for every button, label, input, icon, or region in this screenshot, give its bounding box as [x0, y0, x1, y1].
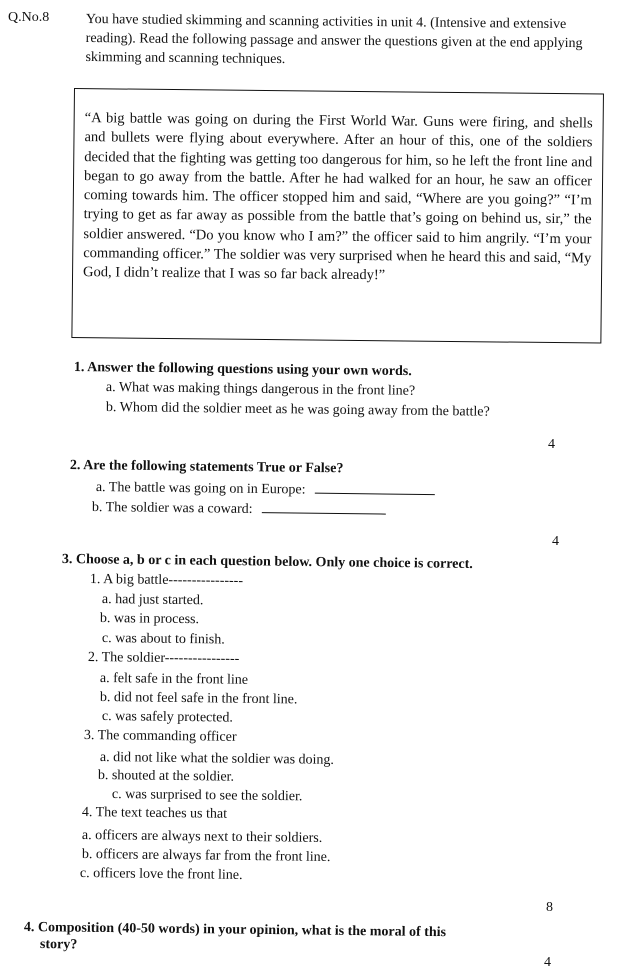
q2-marks: 4	[552, 534, 559, 549]
q1-item-b: b. Whom did the soldier meet as he was going away from the battle?	[105, 400, 490, 420]
q3-stem-1: 1. A big battle----------------	[89, 572, 244, 589]
passage-box	[71, 88, 604, 344]
q2-heading: 2. Are the following statements True or False?	[69, 458, 344, 477]
passage-text: “A big battle was going on during the First World War. Guns were firing, and shells and bullets were flying about everywhere. After an hour of this, one of the soldiers decided that the fighting was getting too dangerous for him, so he left the front line and began to go away from the battle. After he had walked for an hour, he saw an officer coming towards him. The officer stopped him and said, “Where are you going?” “I’m trying to get as far away as possible from the battle that’s going on behind us, sir,” the soldier answered. “Do you know who I am?” the officer said to him angrily. “I’m your commanding officer.” The soldier was very surprised when he heard this and said, “My God, I didn’t realize that I was so far back already!”	[82, 110, 593, 284]
q3-marks: 8	[546, 900, 553, 915]
q4-heading: 4. Composition (40-50 words) in your opinion, what is the moral of this	[23, 920, 447, 941]
q4-marks: 4	[544, 955, 551, 970]
q1-marks: 4	[548, 437, 555, 452]
q3-2-option-b[interactable]: b. did not feel safe in the front line.	[99, 690, 298, 708]
q2-item-b-row	[92, 498, 386, 520]
q3-1-option-a[interactable]: a. had just started.	[101, 592, 204, 609]
q1-item-a: a. What was making things dangerous in the front line?	[105, 380, 416, 399]
q3-4-option-c[interactable]: c. officers love the front line.	[79, 866, 243, 883]
q3-3-option-a[interactable]: a. did not like what the soldier was doing.	[99, 750, 335, 768]
q3-1-option-b[interactable]: b. was in process.	[99, 611, 200, 628]
q3-4-option-b[interactable]: b. officers are always far from the front line.	[81, 847, 331, 866]
q3-3-option-c[interactable]: c. was surprised to see the soldier.	[111, 787, 303, 805]
q3-2-option-a[interactable]: a. felt safe in the front line	[99, 671, 249, 688]
q2-item-a-row	[96, 478, 435, 500]
q3-stem-4: 4. The text teaches us that	[81, 805, 228, 822]
q3-3-option-b[interactable]: b. shouted at the soldier.	[97, 768, 235, 785]
q4-heading-cont: story?	[39, 937, 78, 953]
q3-4-option-a[interactable]: a. officers are always next to their soldiers.	[81, 828, 323, 846]
instructions: You have studied skimming and scanning activities in unit 4. (Intensive and extensive reading). Read the following passage and answer the questions given at the end applying skimming and scanning techniques.	[85, 11, 583, 68]
q1-heading: 1. Answer the following questions using your own words.	[73, 360, 412, 380]
q2-answer-blank-b[interactable]	[262, 500, 386, 515]
question-number: Q.No.8	[8, 10, 50, 25]
q3-1-option-c[interactable]: c. was about to finish.	[101, 631, 225, 648]
q2-answer-blank-a[interactable]	[315, 481, 435, 495]
q3-stem-3: 3. The commanding officer	[83, 728, 237, 745]
q2-item-a: a. The battle was going on in Europe:	[95, 479, 306, 498]
q3-heading: 3. Choose a, b or c in each question below. Only one choice is correct.	[61, 552, 473, 573]
q2-item-b: b. The soldier was a coward:	[91, 499, 253, 517]
q3-2-option-c[interactable]: c. was safely protected.	[101, 709, 233, 726]
q3-stem-2: 2. The soldier----------------	[87, 650, 240, 667]
